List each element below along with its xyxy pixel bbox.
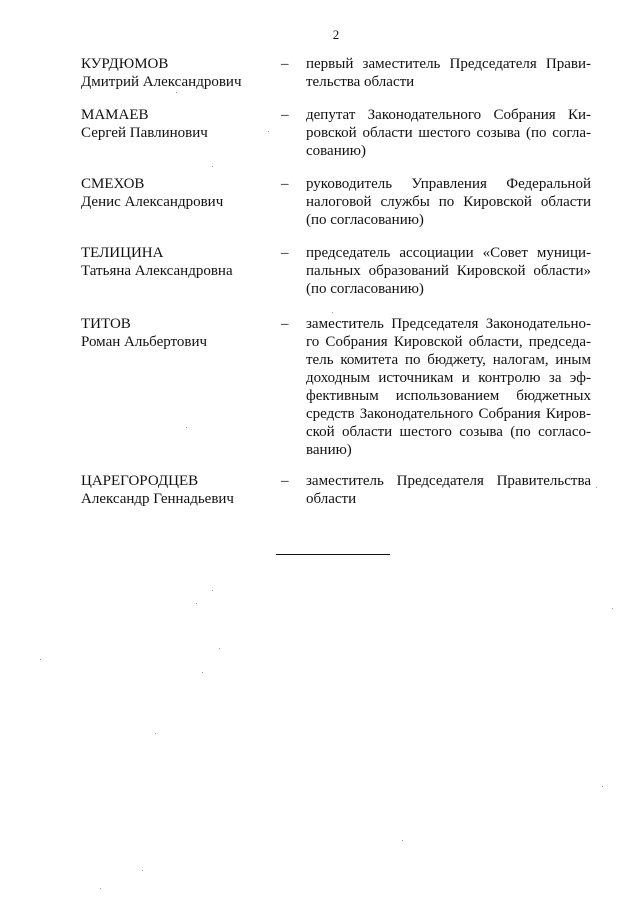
role-line: го Собрания Кировской области, председа- xyxy=(306,334,591,350)
separator-dash: – xyxy=(281,176,289,192)
member-name xyxy=(81,472,281,508)
member-given-name: Сергей Павлинович xyxy=(81,125,208,141)
scan-speck xyxy=(186,427,187,428)
role-line: (по согласованию) xyxy=(306,281,424,297)
member-surname: ЦАРЕГОРОДЦЕВ xyxy=(81,473,199,489)
role-line: сованию) xyxy=(306,143,366,159)
separator-dash: – xyxy=(281,316,289,332)
separator-dash: – xyxy=(281,245,289,261)
scan-speck xyxy=(219,648,220,649)
role-line: пальных образований Кировской области» xyxy=(306,263,591,279)
member-name xyxy=(81,55,281,91)
role-line: ванию) xyxy=(306,442,352,458)
member-surname: МАМАЕВ xyxy=(81,107,149,123)
member-surname: ТИТОВ xyxy=(81,316,131,332)
member-name xyxy=(81,244,281,280)
role-line: руководитель Управления Федеральной xyxy=(306,176,591,192)
separator-dash: – xyxy=(281,107,289,123)
scan-speck xyxy=(212,166,213,167)
role-line: средств Законодательного Собрания Киров- xyxy=(306,406,591,422)
scan-speck xyxy=(402,840,403,841)
scan-speck xyxy=(612,608,613,609)
member-given-name: Денис Александрович xyxy=(81,194,224,210)
page-number: 2 xyxy=(332,27,340,42)
scan-speck xyxy=(100,888,101,889)
scan-speck xyxy=(332,312,333,313)
role-line: налоговой службы по Кировской области xyxy=(306,194,591,210)
role-line: (по согласованию) xyxy=(306,212,424,228)
member-name xyxy=(81,175,281,211)
role-line: депутат Законодательного Собрания Ки- xyxy=(306,107,591,123)
role-line: первый заместитель Председателя Прави- xyxy=(306,56,591,72)
role-line: заместитель Председателя Законодательно- xyxy=(306,316,591,332)
member-role xyxy=(306,244,591,298)
role-line: доходным источникам и контролю за эф- xyxy=(306,370,591,386)
role-line: ской области шестого созыва (по согласо- xyxy=(306,424,591,440)
member-role xyxy=(306,472,591,508)
member-given-name: Татьяна Александровна xyxy=(81,263,233,279)
scan-speck xyxy=(596,487,597,488)
separator-dash: – xyxy=(281,56,289,72)
member-surname: СМЕХОВ xyxy=(81,176,145,192)
scan-speck xyxy=(142,870,143,871)
scan-speck xyxy=(212,590,213,591)
member-role xyxy=(306,175,591,229)
closing-rule xyxy=(276,554,390,555)
role-line: заместитель Председателя Правительства xyxy=(306,473,591,489)
member-name xyxy=(81,106,281,142)
separator-dash: – xyxy=(281,473,289,489)
member-given-name: Александр Геннадьевич xyxy=(81,491,234,507)
member-given-name: Дмитрий Александрович xyxy=(81,74,242,90)
scan-speck xyxy=(155,733,156,734)
member-role xyxy=(306,55,591,91)
member-role xyxy=(306,106,591,160)
member-surname: КУРДЮМОВ xyxy=(81,56,169,72)
scan-speck xyxy=(196,603,197,604)
role-line: тельства области xyxy=(306,74,415,90)
scan-speck xyxy=(40,659,41,660)
scan-speck xyxy=(602,786,603,787)
role-line: председатель ассоциации «Совет муници- xyxy=(306,245,591,261)
role-line: области xyxy=(306,491,357,507)
member-name xyxy=(81,315,281,351)
member-role xyxy=(306,315,591,459)
role-line: тель комитета по бюджету, налогам, иным xyxy=(306,352,591,368)
scan-speck xyxy=(202,672,203,673)
member-surname: ТЕЛИЦИНА xyxy=(81,245,164,261)
scan-speck xyxy=(176,92,177,93)
role-line: фективным использованием бюджетных xyxy=(306,388,591,404)
role-line: ровской области шестого созыва (по согла- xyxy=(306,125,591,141)
member-given-name: Роман Альбертович xyxy=(81,334,208,350)
scan-speck xyxy=(268,131,269,132)
